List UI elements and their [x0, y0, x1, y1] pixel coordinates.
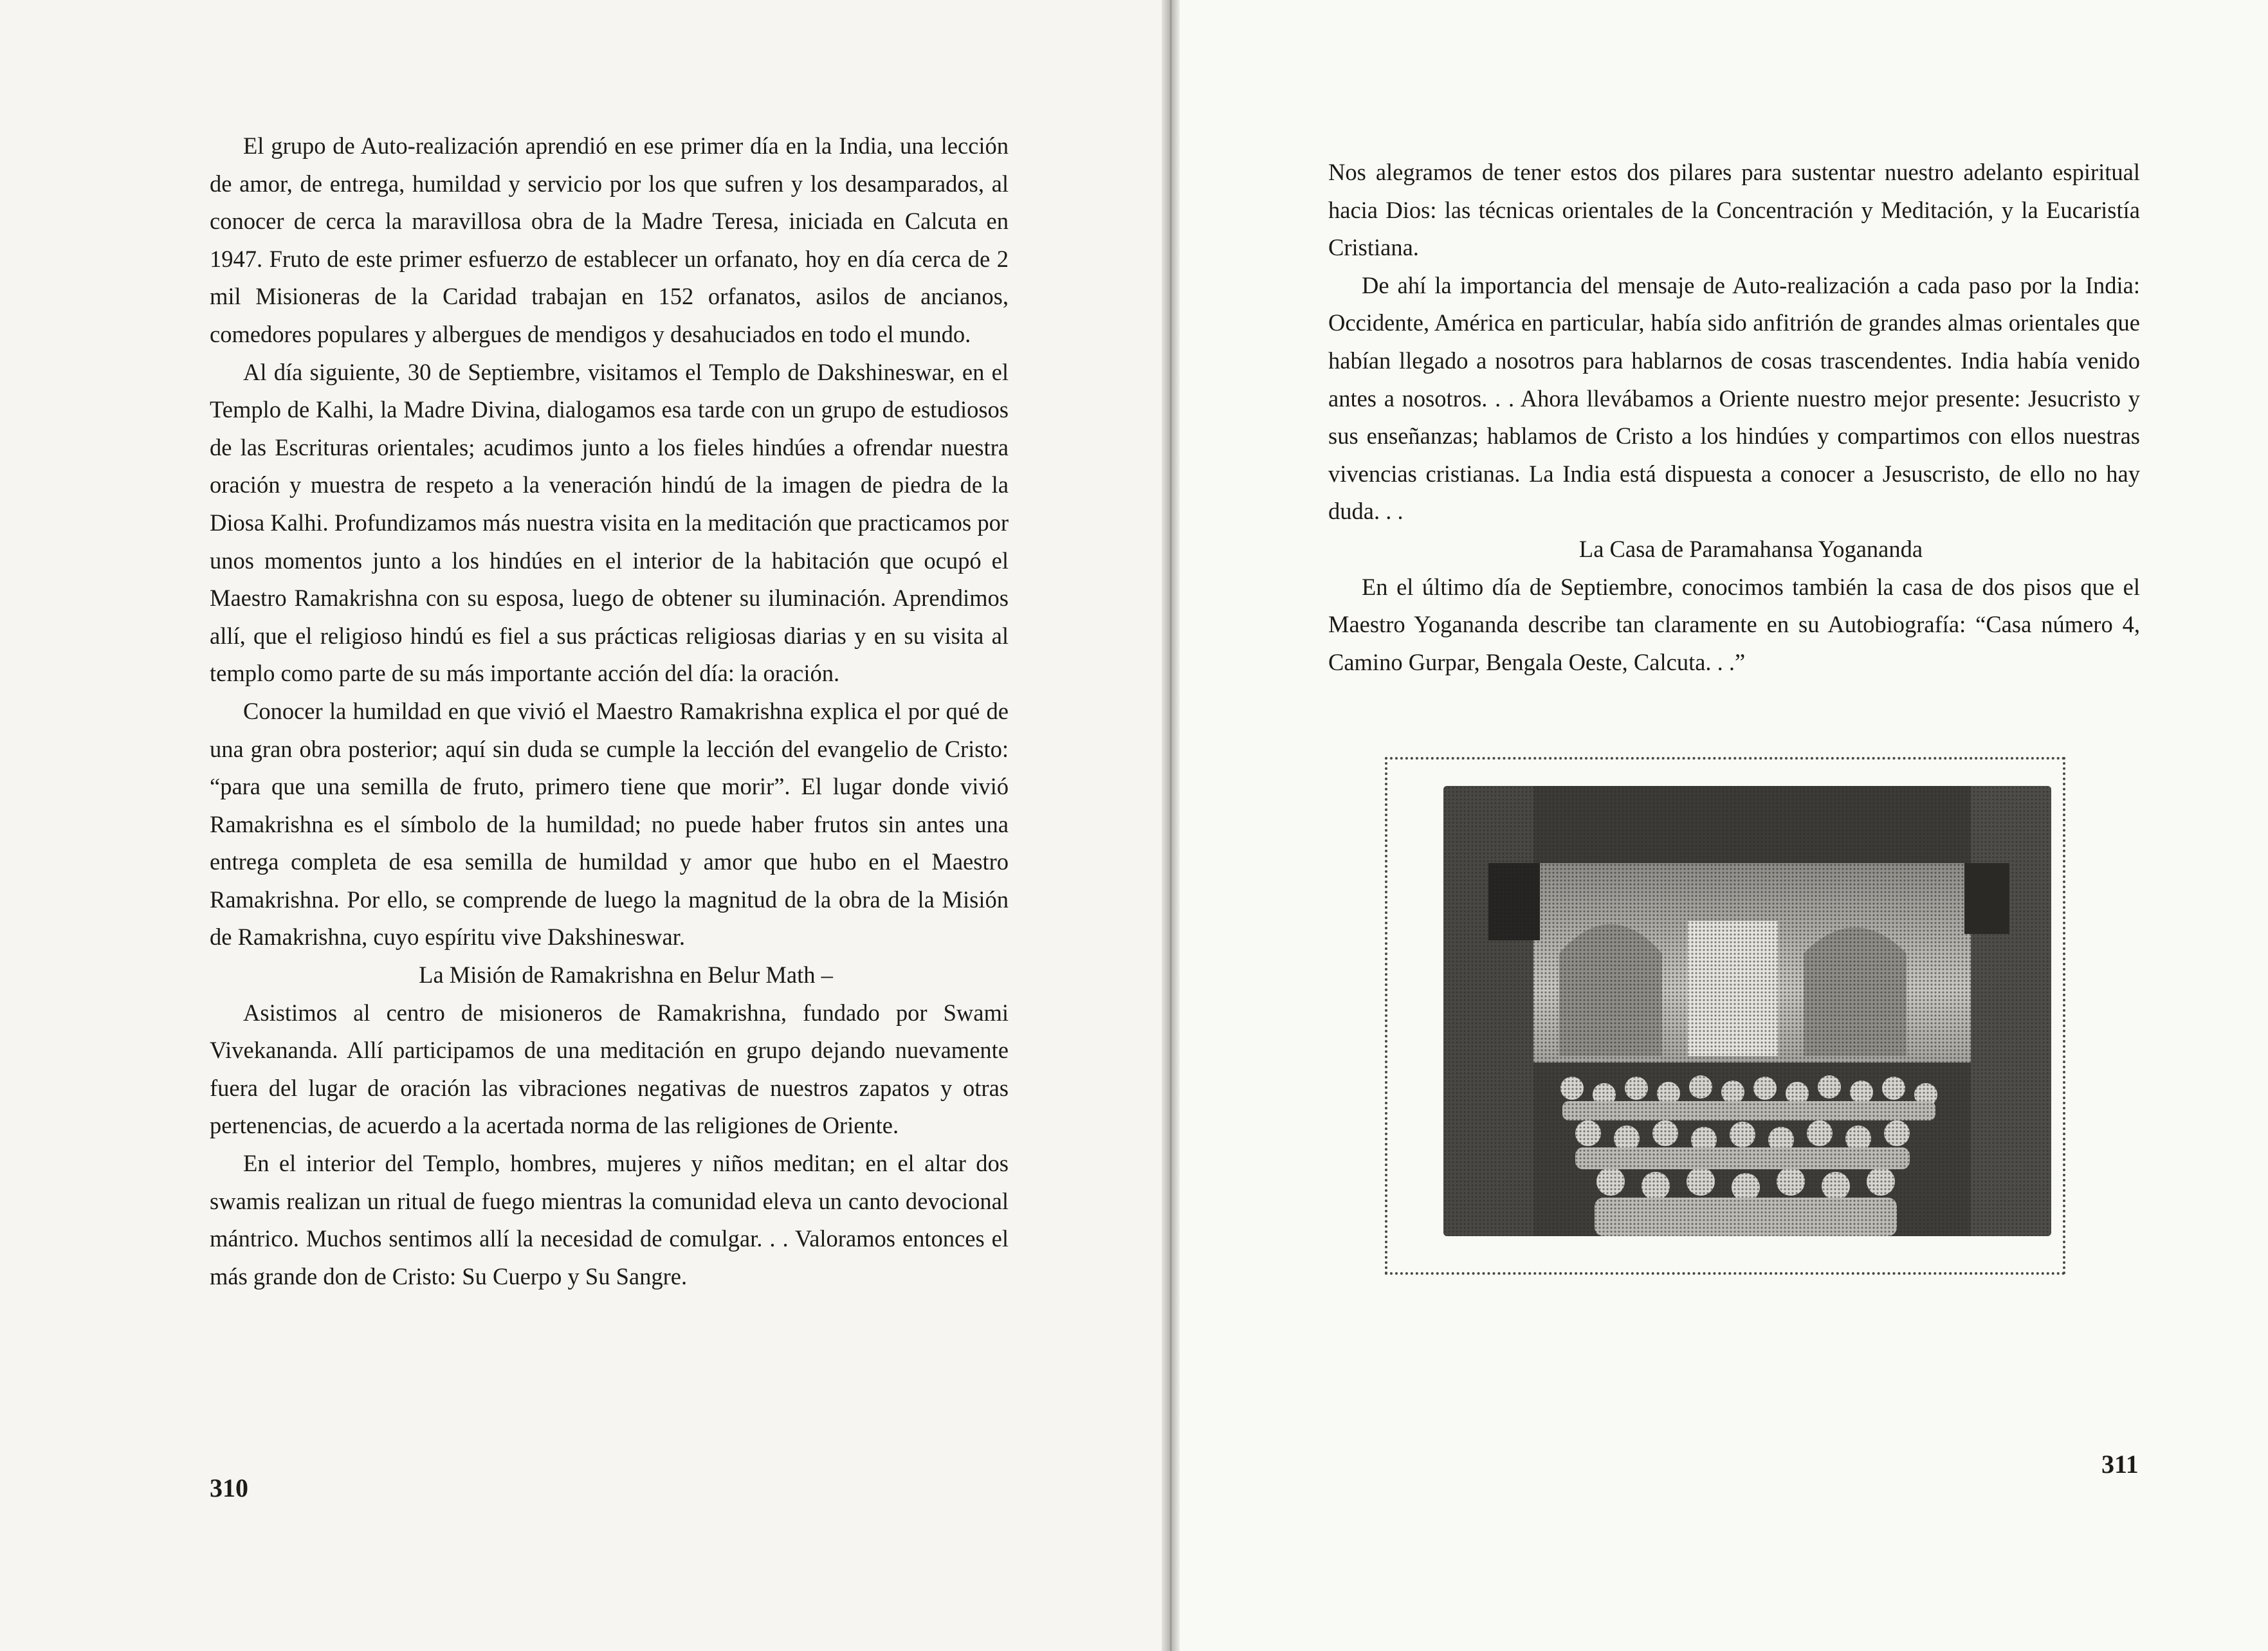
group-photo: [1443, 786, 2051, 1236]
paragraph: Nos alegramos de tener estos dos pilares para sustentar nuestro adelanto espiritual hacia Dios: las técnicas orientales de la Concentración y Meditación, y la Eucaristía Cristiana.: [1328, 159, 2140, 261]
paragraph: Asistimos al centro de misioneros de Ramakrishna, fundado por Swami Vivekananda. Allí participamos de una meditación en grupo dejando nuevamente fuera del lugar de oración las vibraciones negativas de nuestros zapatos y otras pertenencias, de acuerdo a la acertada norma de las religiones de Oriente.: [210, 999, 1009, 1139]
book-gutter: [1162, 0, 1180, 1651]
left-page-text: [210, 127, 1009, 1295]
page-number: 311: [2101, 1450, 2139, 1479]
paragraph: Al día siguiente, 30 de Septiembre, visitamos el Templo de Dakshineswar, en el Templo de Kalhi, la Madre Divina, dialogamos esa tarde con un grupo de estudiosos de las Escrituras orientales; acudimos junto a los fieles hindúes a ofrendar nuestra oración y muestra de respeto a la veneración hindú de la imagen de piedra de la Diosa Kalhi. Profundizamos más nuestra visita en la meditación que practicamos por unos momentos junto a los hindúes en el interior de la habitación que ocupó el Maestro Ramakrishna con su esposa, luego de obtener su iluminación. Aprendimos allí, que el religioso hindú es fiel a sus prácticas religiosas diarias y en su visita al templo como parte de su más importante acción del día: la oración.: [210, 358, 1009, 687]
paragraph: De ahí la importancia del mensaje de Auto-realización a cada paso por la India: Occidente, América en particular, había sido anfitrión de grandes almas orientales que habían llegado a nosotros para hablarnos de cosas trascendentes. India había venido antes a nosotros. . . Ahora llevábamos a Oriente nuestro mejor presente: Jesucristo y sus enseñanzas; hablamos de Cristo a los hindúes y compartimos con ellos nuestras vivencias cristianas. La India está dispuesta a conocer a Jesuscristo, de ello no hay duda. . .: [1328, 271, 2140, 525]
paragraph: Conocer la humildad en que vivió el Maestro Ramakrishna explica el por qué de una gran obra posterior; aquí sin duda se cumple la lección del evangelio de Cristo: “para que una semilla de fruto, primero tiene que morir”. El lugar donde vivió Ramakrishna es el símbolo de la humildad; no puede haber frutos sin antes una entrega completa de esa semilla de humildad y amor que hubo en el Maestro Ramakrishna. Por ello, se comprende de luego la magnitud de la obra de la Misión de Ramakrishna, cuyo espíritu vive Dakshineswar.: [210, 697, 1009, 951]
section-heading: La Misión de Ramakrishna en Belur Math –: [419, 962, 833, 989]
right-page-text: [1328, 154, 2140, 681]
paragraph: El grupo de Auto-realización aprendió en ese primer día en la India, una lección de amor, de entrega, humildad y servicio por los que sufren y los desamparados, al conocer de cerca la maravillosa obra de la Madre Teresa, iniciada en Calcuta en 1947. Fruto de este primer esfuerzo de establecer un orfanato, hoy en día cerca de 2 mil Misioneras de la Caridad trabajan en 152 orfanatos, asilos de ancianos, comedores populares y albergues de mendigos y desahuciados en todo el mundo.: [210, 132, 1009, 347]
group-photo-icon: [1443, 786, 2051, 1236]
paragraph: En el interior del Templo, hombres, mujeres y niños meditan; en el altar dos swamis realizan un ritual de fuego mientras la comunidad eleva un canto devocional mántrico. Muchos sentimos allí la necesidad de comulgar. . . Valoramos entonces el más grande don de Cristo: Su Cuerpo y Su Sangre.: [210, 1150, 1009, 1290]
paragraph: En el último día de Septiembre, conocimos también la casa de dos pisos que el Maestro Yogananda describe tan claramente en su Autobiografía: “Casa número 4, Camino Gurpar, Bengala Oeste, Calcuta. . .”: [1328, 573, 2140, 675]
section-heading: La Casa de Paramahansa Yogananda: [1578, 535, 1923, 562]
page-number: 310: [210, 1473, 248, 1502]
